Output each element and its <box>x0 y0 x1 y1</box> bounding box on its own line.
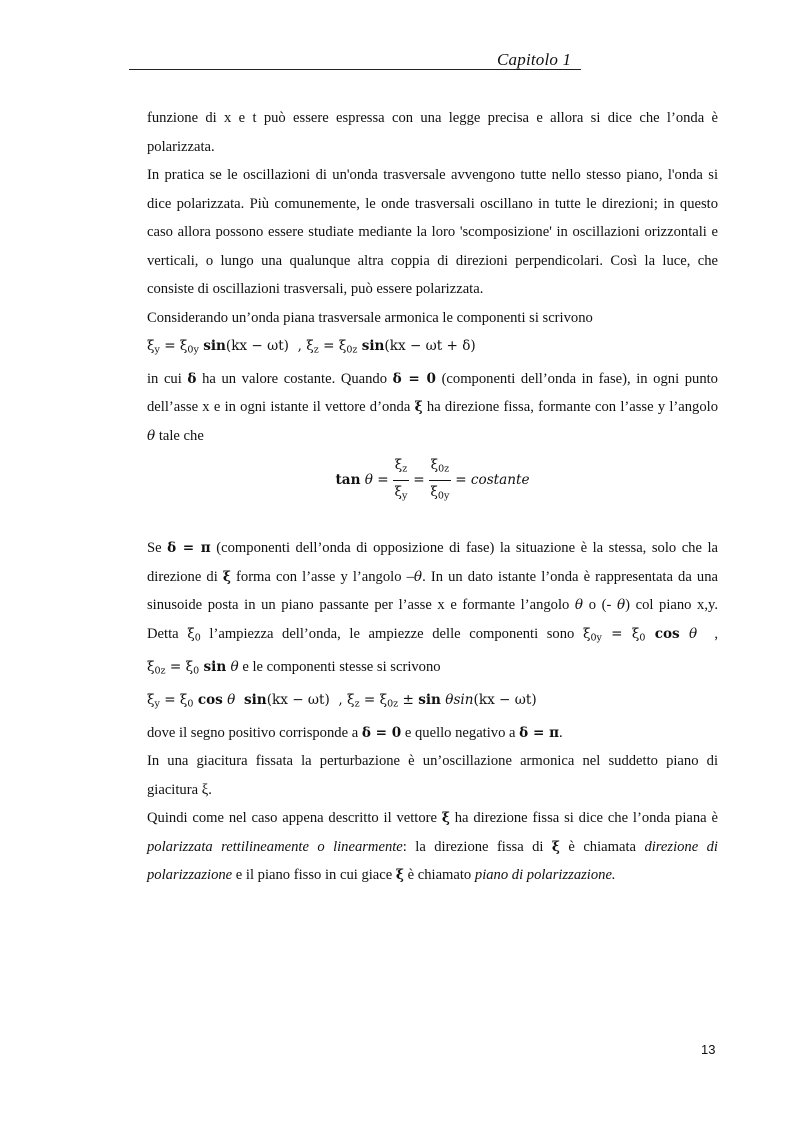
page-number: 13 <box>701 1042 716 1057</box>
paragraph-4: in cui δ ha un valore costante. Quando δ = 0 (componenti dell’onda in fase), in ogni punto dell’asse x e in ogni istante il vettore d’onda ξ ha direzione fissa, formante con l’asse y l’angolo θ tale che <box>147 370 718 444</box>
paragraph-7: In una giacitura fissata la perturbazione è un’oscillazione armonica nel suddetto piano di giacitura ξ. <box>147 753 718 798</box>
paragraph-5: Se δ = π (componenti dell’onda di opposizione di fase) la situazione è la stessa, solo che la direzione di ξ forma con l’asse y l’angolo –θ. In un dato istante l’onda è rappresentata da una sinusoide posta in un piano passante per l’asse x e formante l’angolo θ o (- θ) col piano x,y. Detta $\xi_0$ l’ampiezza dell’onda, le ampiezze delle componenti sono $\xi_{0y} = \xi_0$ cos θ , $\xi_{0z} = \xi_0$ sin θ e le componenti stesse si scrivono <box>147 540 719 677</box>
equation-linear-components: $\xi_y = \xi_0$ cos θ sin(kx − ωt) , $\xi_z = \xi_{0z} \pm \sin \theta\sin(kx - \omega t)$ <box>147 691 537 709</box>
page-body <box>147 104 718 890</box>
equation-tan-theta: tan θ = $\frac{\xi_z}{\xi_y}$ = $\frac{\xi_{0z}}{\xi_{0y}}$ = costante <box>335 456 530 502</box>
equation-components: $\xi_y = \xi_{0y}$ sin(kx − ωt) , $\xi_z = \xi_{0z}$ sin(kx − ωt + δ) <box>147 338 476 356</box>
paragraph-2: In pratica se le oscillazioni di un'onda trasversale avvengono tutte nello stesso piano, l'onda si dice polarizzata. Più comunemente, le onde trasversali oscillano in tutte le direzioni; in questo caso allora possono essere studiate mediante la loro 'scomposizione' in oscillazioni orizzontali e verticali, o lungo una qualunque altra coppia di direzioni perpendicolari. Così la luce, che consiste di oscillazioni trasversali, può essere polarizzata. <box>147 167 718 297</box>
paragraph-8: Quindi come nel caso appena descritto il vettore ξ ha direzione fissa si dice che l’onda piana è polarizzata rettilineamente o linearmente: la direzione fissa di ξ è chiamata direzione di polarizzazione e il piano fisso in cui giace ξ è chiamato piano di polarizzazione. <box>147 810 718 883</box>
chapter-title: Capitolo 1 <box>497 50 572 69</box>
paragraph-1: funzione di x e t può essere espressa con una legge precisa e allora si dice che l’onda è polarizzata. <box>147 110 718 155</box>
header-rule <box>129 69 581 70</box>
paragraph-6: dove il segno positivo corrisponde a δ = 0 e quello negativo a δ = π. <box>147 724 563 741</box>
paragraph-3: Considerando un’onda piana trasversale armonica le componenti si scrivono <box>147 309 593 326</box>
